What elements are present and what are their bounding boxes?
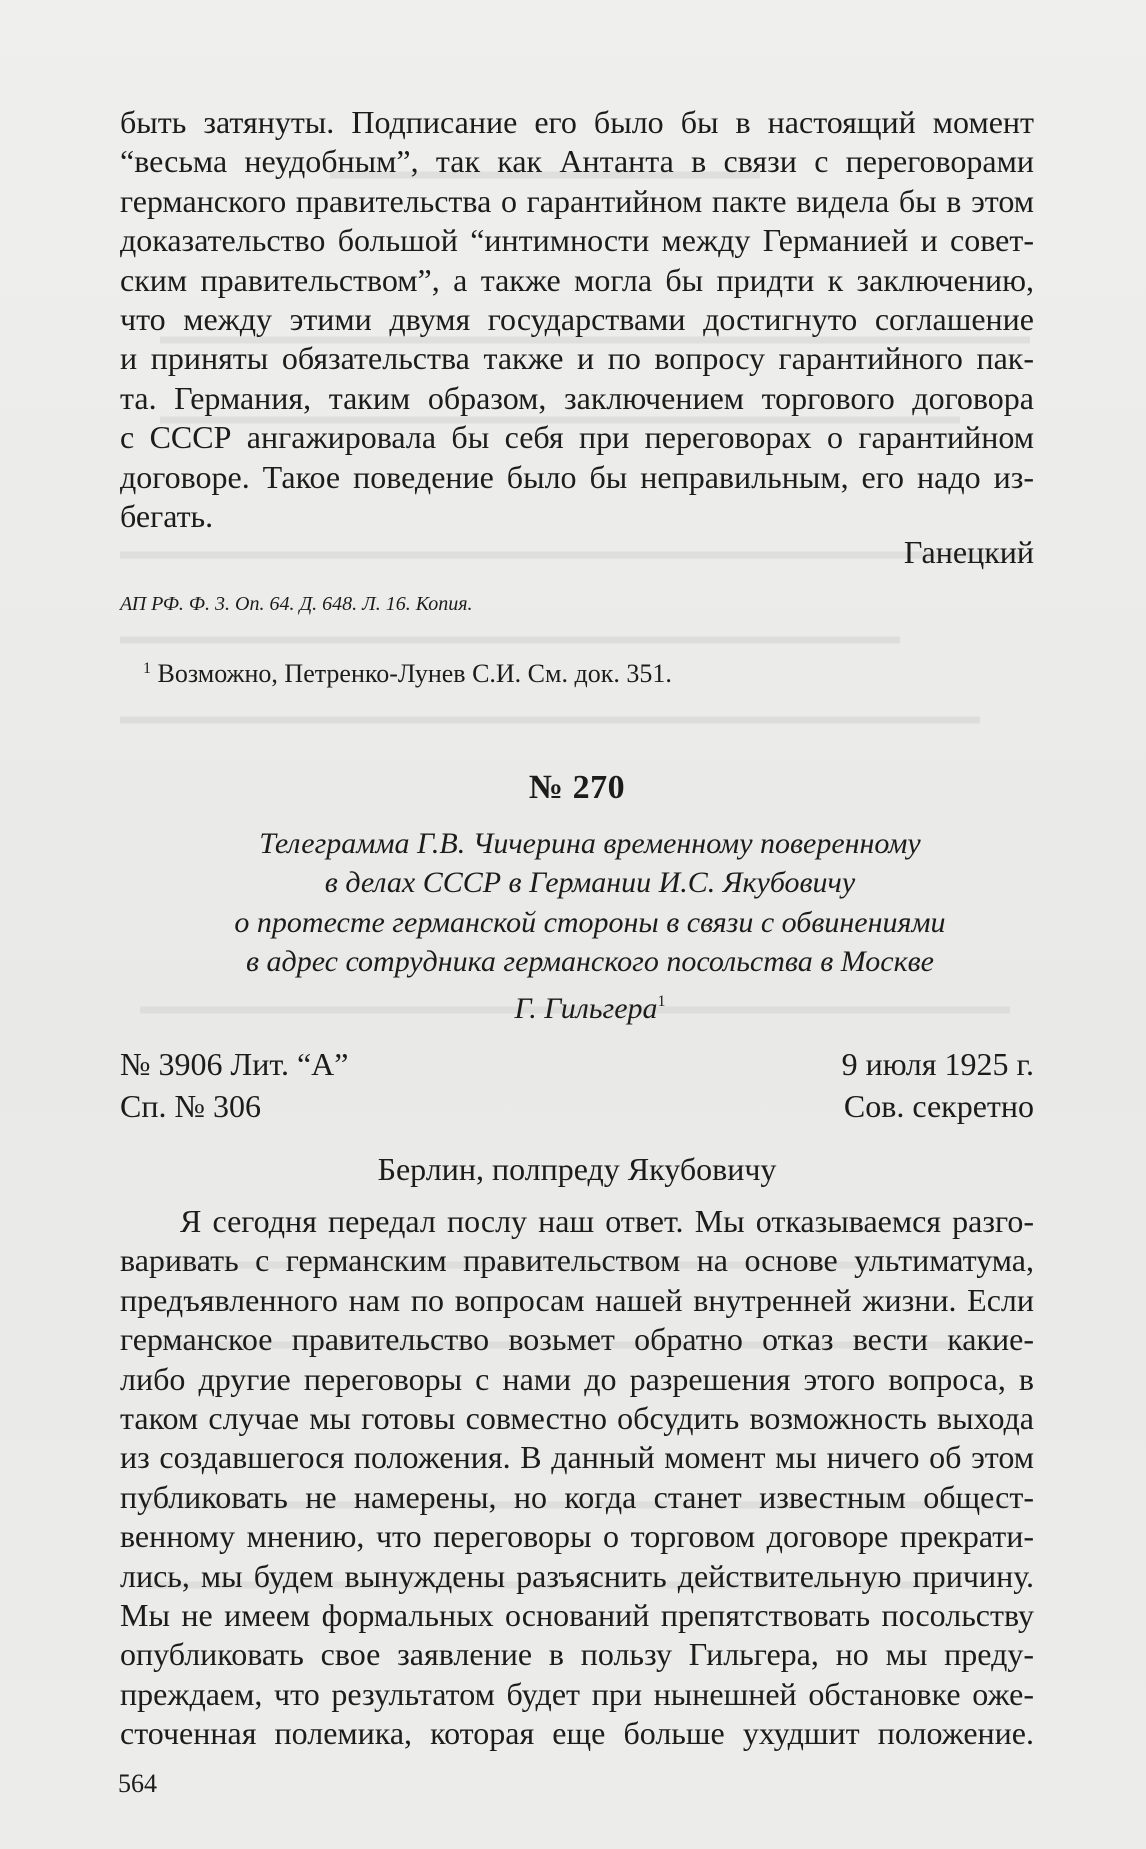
text-line: публиковать не намерены, но когда станет известным общест-: [120, 1478, 1034, 1515]
text-line: опубликовать свое заявление в пользу Гильгера, но мы преду-: [120, 1636, 1034, 1673]
text-line: Я сегодня передал послу наш ответ. Мы отказываемся разго-: [180, 1203, 1034, 1239]
footnote-text: Возможно, Петренко-Лунев С.И. См. док. 351.: [157, 659, 672, 688]
classification: Сов. секретно: [843, 1088, 1034, 1124]
text-line: быть затянуты. Подписание его было бы в настоящий момент: [120, 104, 1034, 140]
signature: Ганецкий: [903, 534, 1034, 570]
text-line: сточенная полемика, которая еще больше ухудшит положение.: [120, 1715, 1034, 1752]
body-paragraph: [120, 1202, 1034, 1754]
title-line-last: [150, 982, 1030, 1028]
copy-number: Сп. № 306: [120, 1088, 261, 1124]
title-line: о протесте германской стороны в связи с обвинениями: [234, 905, 946, 939]
text-line: с СССР ангажировала бы себя при переговорах о гарантийном: [120, 419, 1034, 456]
text-line: германского правительства о гарантийном пакте видела бы в этом: [120, 182, 1034, 219]
text-line: договоре. Такое поведение было бы неправильным, его надо из-: [120, 458, 1034, 495]
meta-row-2: [120, 1087, 1034, 1126]
document-number: № 270: [528, 769, 626, 806]
title-line: Г. Гильгера: [514, 991, 658, 1025]
top-paragraph: [120, 103, 1034, 536]
text-line: лись, мы будем вынуждены разъяснить действительную причину.: [120, 1557, 1034, 1594]
text-line: ским правительством”, а также могла бы придти к заключению,: [120, 261, 1034, 298]
text-line: таком случае мы готовы совместно обсудить возможность выхода: [120, 1400, 1034, 1437]
document-title: [150, 824, 1030, 1028]
text-line: “весьма неудобным”, так как Антанта в связи с переговорами: [120, 143, 1034, 180]
footnote: [143, 653, 672, 690]
telegram-number: № 3906 Лит. “А”: [120, 1046, 349, 1082]
text-line: либо другие переговоры с нами до разрешения этого вопроса, в: [120, 1360, 1034, 1397]
text-line: германское правительство возьмет обратно отказ вести какие-: [120, 1321, 1034, 1358]
footnote-mark: 1: [143, 660, 151, 677]
meta-row-1: [120, 1045, 1034, 1084]
title-line: в делах СССР в Германии И.С. Якубовичу: [324, 866, 856, 900]
text-line: и приняты обязательства также и по вопросу гарантийного пак-: [120, 340, 1034, 377]
text-line: Мы не имеем формальных оснований препятствовать посольству: [120, 1597, 1034, 1634]
text-line: бегать.: [120, 498, 214, 535]
text-line: что между этими двумя государствами достигнуто соглашение: [120, 301, 1034, 338]
title-line: Телеграмма Г.В. Чичерина временному поверенному: [259, 827, 921, 860]
page-number: 564: [118, 1769, 157, 1798]
document-date: 9 июля 1925 г.: [841, 1046, 1034, 1082]
text-line: преждаем, что результатом будет при нынешней обстановке оже-: [120, 1675, 1034, 1712]
addressee: Берлин, полпреду Якубовичу: [377, 1151, 777, 1187]
text-line: та. Германия, таким образом, заключением торгового договора: [120, 379, 1034, 416]
text-line: венному мнению, что переговоры о торговом договоре прекрати-: [120, 1518, 1034, 1555]
text-line: предъявленного нам по вопросам нашей внутренней жизни. Если: [120, 1281, 1034, 1318]
title-footnote-mark: 1: [657, 992, 666, 1010]
text-line: доказательство большой “интимности между Германией и совет-: [120, 222, 1034, 259]
title-line: в адрес сотрудника германского посольства в Москве: [246, 945, 934, 979]
text-line: из создавшегося положения. В данный момент мы ничего об этом: [120, 1439, 1034, 1476]
archive-reference: АП РФ. Ф. 3. Оп. 64. Д. 648. Л. 16. Копия.: [120, 593, 473, 615]
text-line: варивать с германским правительством на основе ультиматума,: [120, 1242, 1034, 1279]
